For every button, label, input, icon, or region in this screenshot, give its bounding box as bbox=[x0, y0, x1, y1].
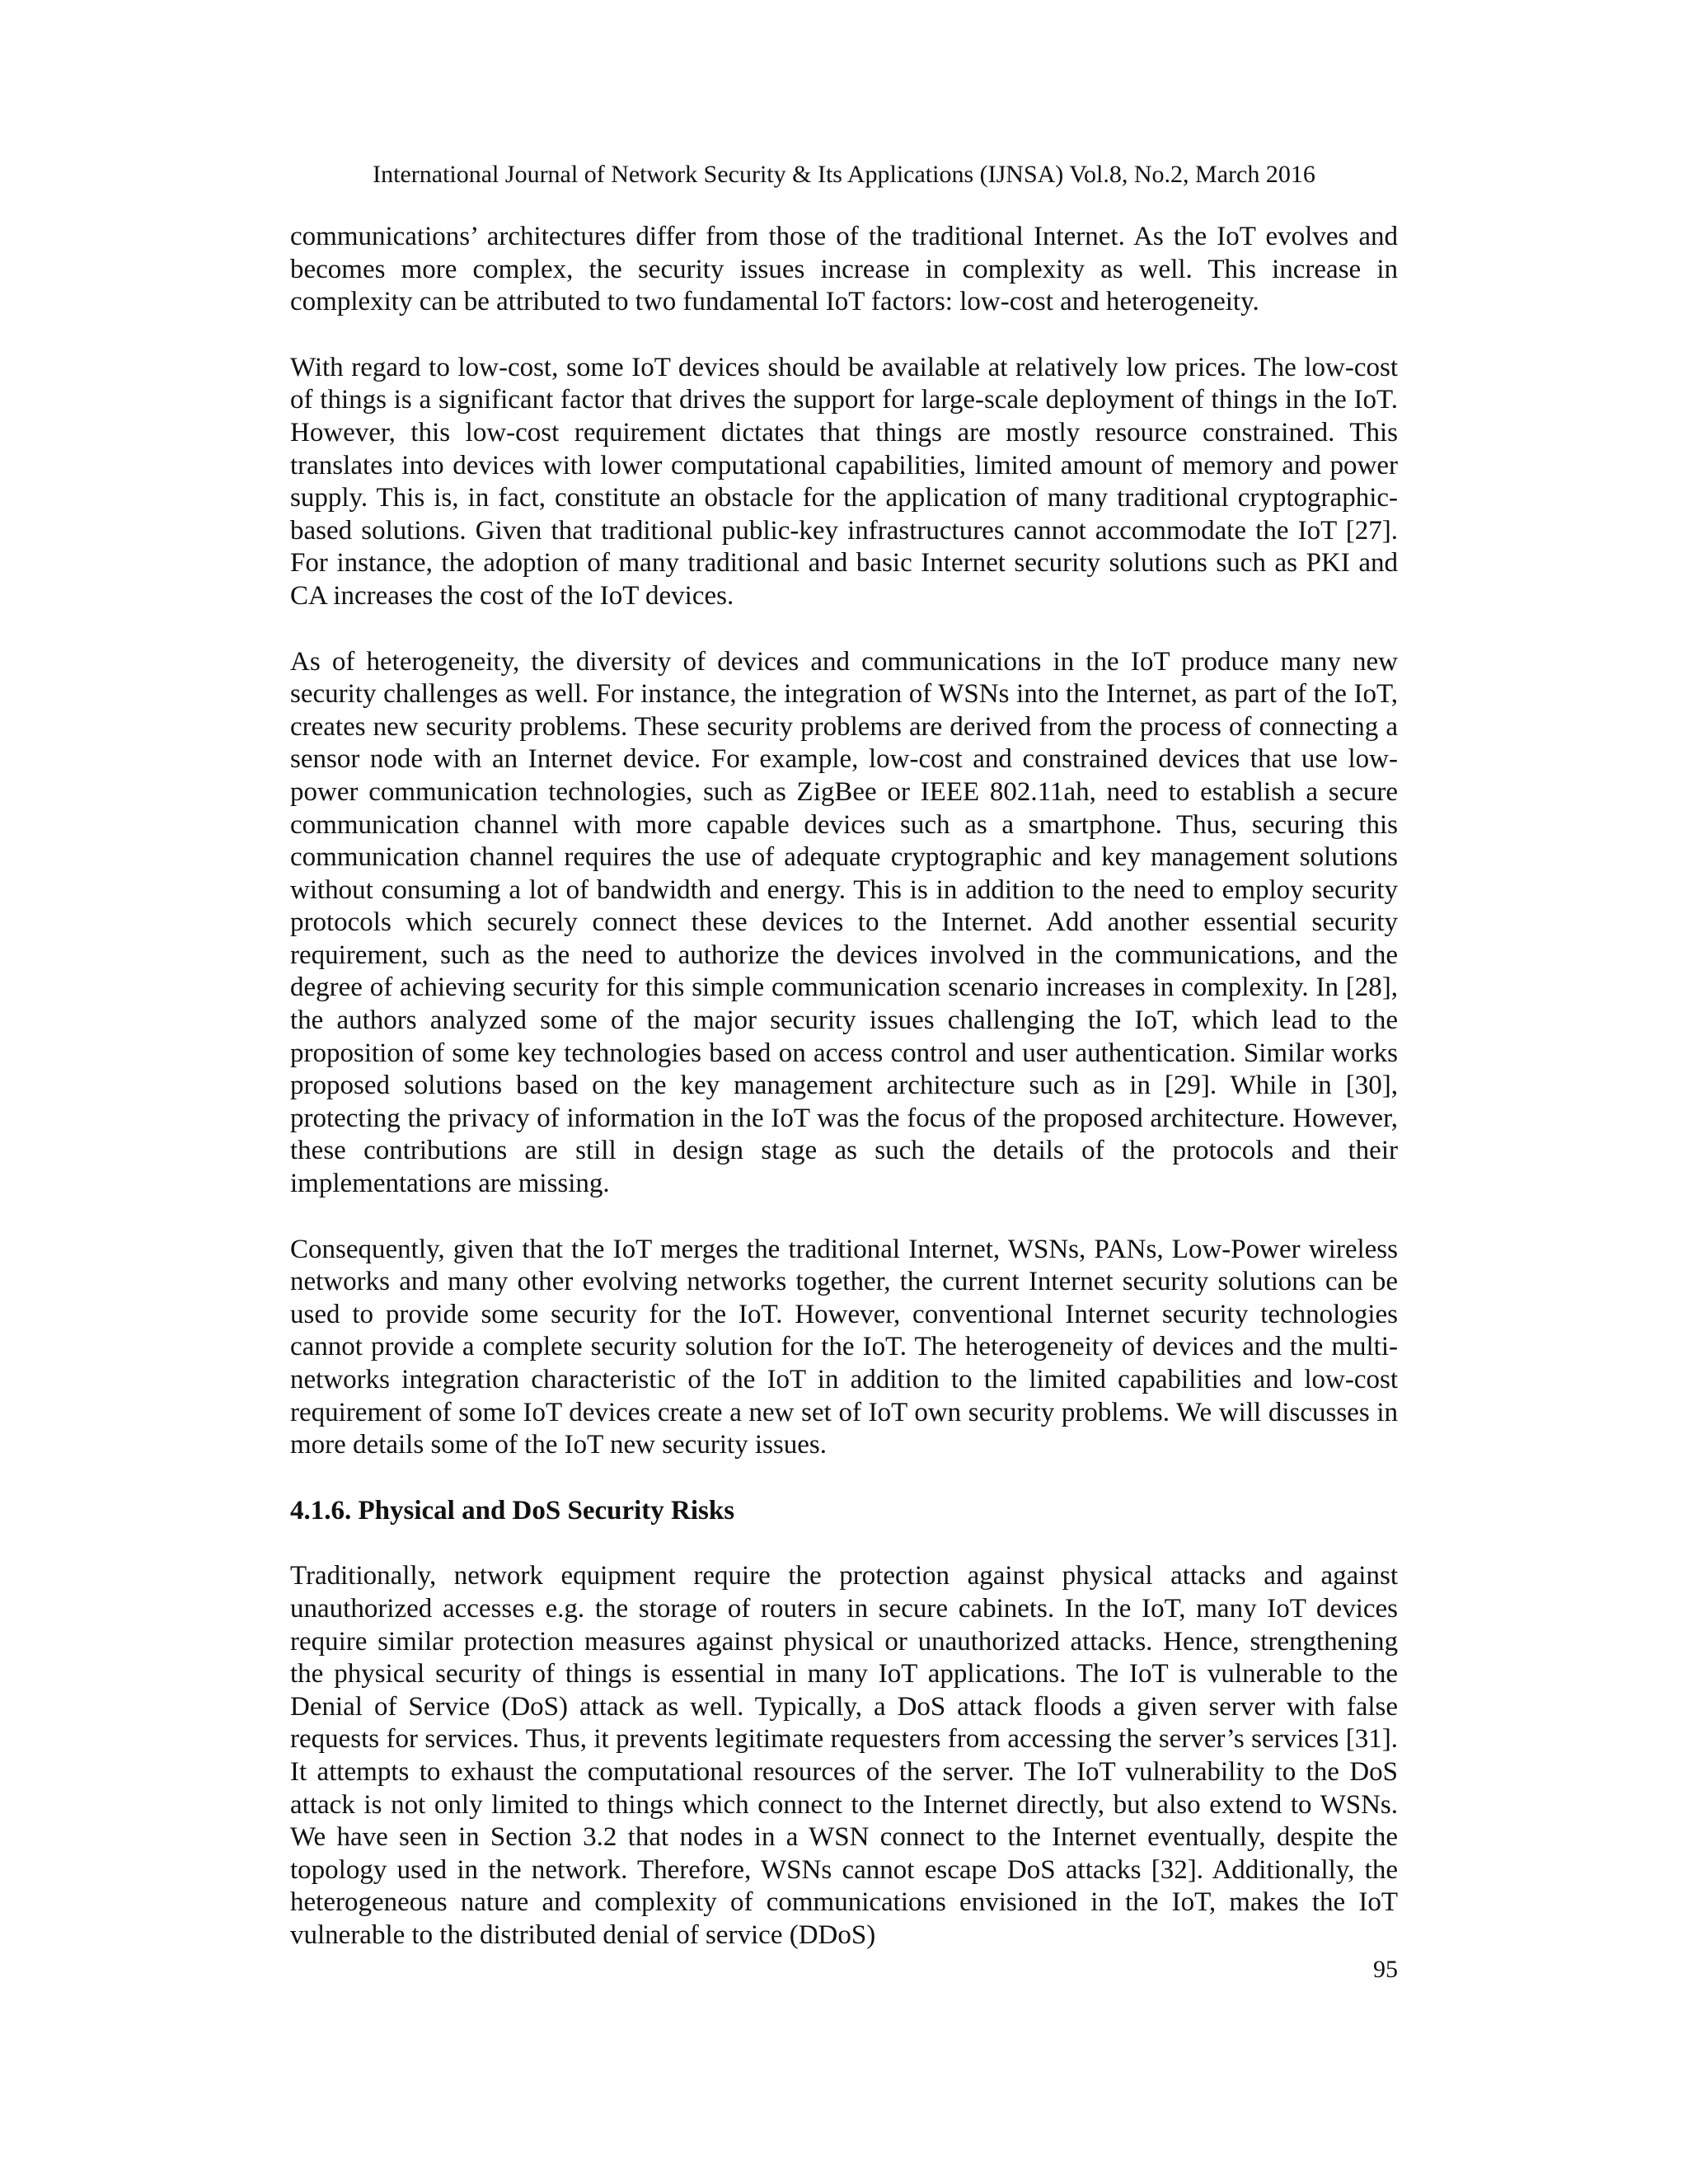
page-body bbox=[290, 221, 1398, 1985]
section-heading: 4.1.6. Physical and DoS Security Risks bbox=[290, 1495, 735, 1526]
paragraph-4: Consequently, given that the IoT merges the traditional Internet, WSNs, PANs, Low-Power wireless networks and many other evolving networks together, the current Internet security solutions can be used to provide some security for the IoT. However, conventional Internet security technologies cannot provide a complete security solution for the IoT. The heterogeneity of devices and the multi-networks integration characteristic of the IoT in addition to the limited capabilities and low-cost requirement of some IoT devices create a new set of IoT own security problems. We will discusses in more details some of the IoT new security issues. bbox=[290, 1234, 1398, 1460]
running-header: International Journal of Network Security & Its Applications (IJNSA) Vol.8, No.2, March 2016 bbox=[373, 161, 1315, 188]
paragraph-3: As of heterogeneity, the diversity of devices and communications in the IoT produce many new security challenges as well. For instance, the integration of WSNs into the Internet, as part of the IoT, creates new security problems. These security problems are derived from the process of connecting a sensor node with an Internet device. For example, low-cost and constrained devices that use low-power communication technologies, such as ZigBee or IEEE 802.11ah, need to establish a secure communication channel with more capable devices such as a smartphone. Thus, securing this communication channel requires the use of adequate cryptographic and key management solutions without consuming a lot of bandwidth and energy. This is in addition to the need to employ security protocols which securely connect these devices to the Internet. Add another essential security requirement, such as the need to authorize the devices involved in the communications, and the degree of achieving security for this simple communication scenario increases in complexity. In [28], the authors analyzed some of the major security issues challenging the IoT, which lead to the proposition of some key technologies based on access control and user authentication. Similar works proposed solutions based on the key management architecture such as in [29]. While in [30], protecting the privacy of information in the IoT was the focus of the proposed architecture. However, these contributions are still in design stage as such the details of the protocols and their implementations are missing. bbox=[290, 646, 1398, 1199]
section-paragraph: Traditionally, network equipment require the protection against physical attacks and against unauthorized accesses e.g. the storage of routers in secure cabinets. In the IoT, many IoT devices require similar protection measures against physical or unauthorized attacks. Hence, strengthening the physical security of things is essential in many IoT applications. The IoT is vulnerable to the Denial of Service (DoS) attack as well. Typically, a DoS attack floods a given server with false requests for services. Thus, it prevents legitimate requesters from accessing the server’s services [31]. It attempts to exhaust the computational resources of the server. The IoT vulnerability to the DoS attack is not only limited to things which connect to the Internet directly, but also extend to WSNs. We have seen in Section 3.2 that nodes in a WSN connect to the Internet eventually, despite the topology used in the network. Therefore, WSNs cannot escape DoS attacks [32]. Additionally, the heterogeneous nature and complexity of communications envisioned in the IoT, makes the IoT vulnerable to the distributed denial of service (DDoS) bbox=[290, 1561, 1398, 1950]
page-number: 95 bbox=[1373, 1956, 1398, 1983]
paragraph-1: communications’ architectures differ from those of the traditional Internet. As the IoT evolves and becomes more complex, the security issues increase in complexity as well. This increase in complexity can be attributed to two fundamental IoT factors: low-cost and heterogeneity. bbox=[290, 222, 1398, 317]
paragraph-2: With regard to low-cost, some IoT devices should be available at relatively low prices. The low-cost of things is a significant factor that drives the support for large-scale deployment of things in the IoT. However, this low-cost requirement dictates that things are mostly resource constrained. This translates into devices with lower computational capabilities, limited amount of memory and power supply. This is, in fact, constitute an obstacle for the application of many traditional cryptographic-based solutions. Given that traditional public-key infrastructures cannot accommodate the IoT [27]. For instance, the adoption of many traditional and basic Internet security solutions such as PKI and CA increases the cost of the IoT devices. bbox=[290, 352, 1398, 611]
